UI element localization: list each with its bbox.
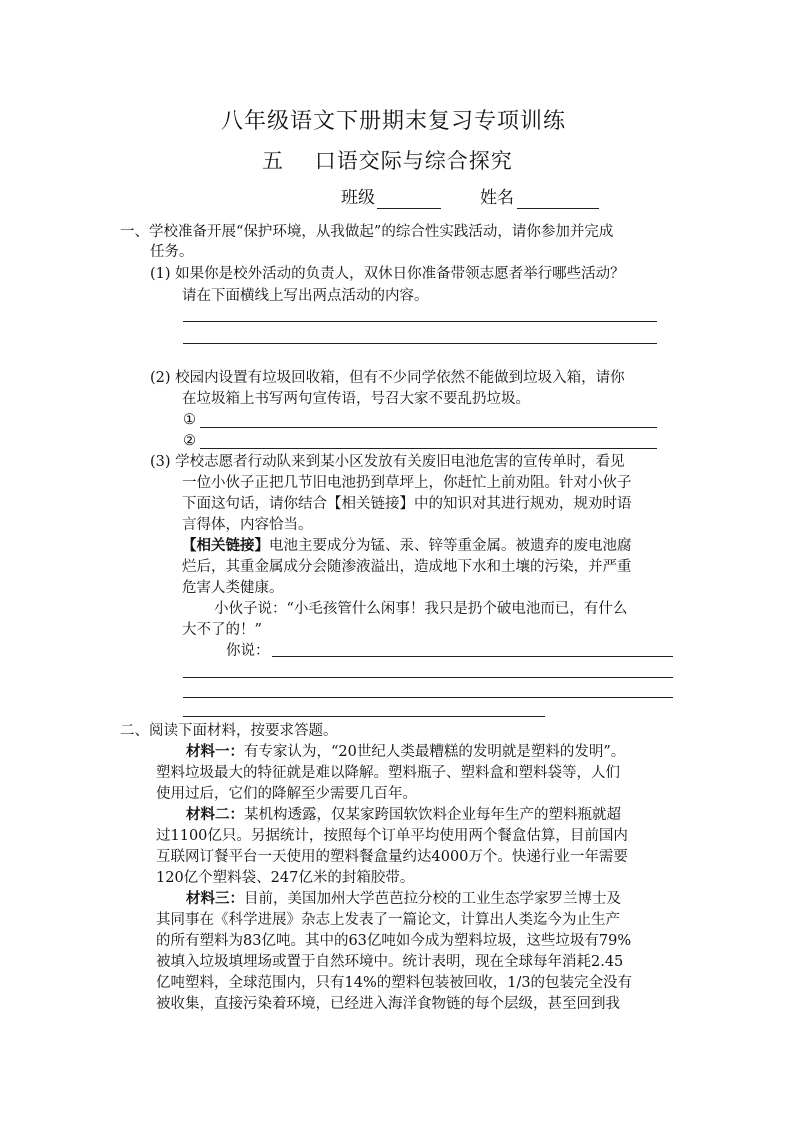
section1-heading: 一、学校准备开展“保护环境，从我做起”的综合性实践活动，请你参加并完成 [120,224,614,240]
material2-line2: 过1100亿只。另据统计，按照每个订单平均使用两个餐盒估算，目前国内 [156,828,628,844]
young-man-quote: 小伙子说：“小毛孩管什么闲事！我只是扔个破电池而已，有什么 [214,601,628,617]
material1-line2: 塑料垃圾最大的特征就是难以降解。塑料瓶子、塑料盒和塑料袋等，人们 [156,765,620,781]
material1-text: 有专家认为，“20世纪人类最糟糕的发明就是塑料的发明”。 [244,744,626,760]
material2-line3: 互联网订餐平台一天使用的塑料餐盒量约达4000万个。快递行业一年需要 [156,849,628,865]
material2-line1 [186,805,621,825]
related-link-label: 【相关链接】 [182,537,269,554]
material3-line6: 被收集，直接污染着环境，已经进入海洋食物链的每个层级，甚至回到我 [156,996,620,1012]
q3-answer-line-1[interactable] [272,656,673,657]
q2-prompt-cont: 在垃圾箱上书写两句宣传语，号召大家不要乱扔垃圾。 [182,391,530,407]
q3-answer-line-3[interactable] [183,697,673,698]
material3-line5: 亿吨塑料，全球范围内，只有14%的塑料包装被回收，1/3的包装完全没有 [156,975,633,991]
related-link-line2: 烂后，其重金属成分会随渗液溢出，造成地下水和土壤的污染，并严重 [182,559,632,575]
q2-prompt: (2) 校园内设置有垃圾回收箱，但有不少同学依然不能做到垃圾入箱，请你 [150,370,625,386]
q3-prompt-line2: 一位小伙子正把几节旧电池扔到草坪上，你赶忙上前劝阻。针对小伙子 [182,475,632,491]
q1-prompt: (1) 如果你是校外活动的负责人，双休日你准备带领志愿者举行哪些活动？ [150,266,625,282]
material2-line4: 120亿个塑料袋、247亿米的封箱胶带。 [156,870,415,886]
q3-prompt-line4: 言得体，内容恰当。 [182,517,313,533]
q3-prompt-line3: 下面这句话，请你结合【相关链接】中的知识对其进行规劝，规劝时语 [182,496,632,512]
q3-prompt: (3) 学校志愿者行动队来到某小区发放有关废旧电池危害的宣传单时，看见 [150,454,625,470]
q3-answer-line-4[interactable] [183,716,545,717]
material3-line3: 的所有塑料为83亿吨。其中的63亿吨如今成为塑料垃圾，这些垃圾有79% [156,933,632,949]
material2-text: 某机构透露，仅某家跨国软饮料企业每年生产的塑料瓶就超 [244,807,621,823]
q3-answer-line-2[interactable] [183,677,673,678]
name-label: 姓名 [480,188,514,208]
name-field[interactable] [517,208,599,209]
q1-answer-line-1[interactable] [183,321,657,322]
material3-line2: 其同事在《科学进展》杂志上发表了一篇论文，计算出人类迄今为止生产 [156,912,620,928]
you-say-label: 你说： [226,643,270,659]
material3-text: 目前，美国加州大学芭芭拉分校的工业生态学家罗兰博士及 [244,891,621,907]
young-man-quote-cont: 大不了的！” [182,622,262,638]
material1-line3: 使用过后，它们的降解至少需要几百年。 [156,786,417,802]
class-field[interactable] [377,208,441,209]
q2-answer-line-2[interactable] [200,448,657,449]
q2-answer-line-1[interactable] [200,427,657,428]
q2-mark-1: ① [183,412,196,428]
related-link-text: 电池主要成分为锰、汞、锌等重金属。被遗弃的废电池腐 [269,538,632,554]
page-title: 八年级语文下册期末复习专项训练 [221,109,567,134]
q1-answer-line-2[interactable] [183,343,657,344]
material1-label: 材料一： [186,743,244,760]
q2-mark-2: ② [183,433,196,449]
page-subtitle: 五 口语交际与综合探究 [262,149,513,173]
material3-label: 材料三： [186,890,244,907]
material2-label: 材料二： [186,806,244,823]
related-link-paragraph [182,536,632,556]
class-label: 班级 [341,188,375,208]
section1-heading-cont: 任务。 [150,244,194,260]
material1-line1 [186,742,625,762]
material3-line4: 被填入垃圾填埋场或置于自然环境中。统计表明，现在全球每年消耗2.45 [156,954,624,970]
related-link-line3: 危害人类健康。 [182,580,284,596]
section2-heading: 二、阅读下面材料，按要求答题。 [120,723,338,739]
q1-prompt-cont: 请在下面横线上写出两点活动的内容。 [182,288,429,304]
material3-line1 [186,889,621,909]
